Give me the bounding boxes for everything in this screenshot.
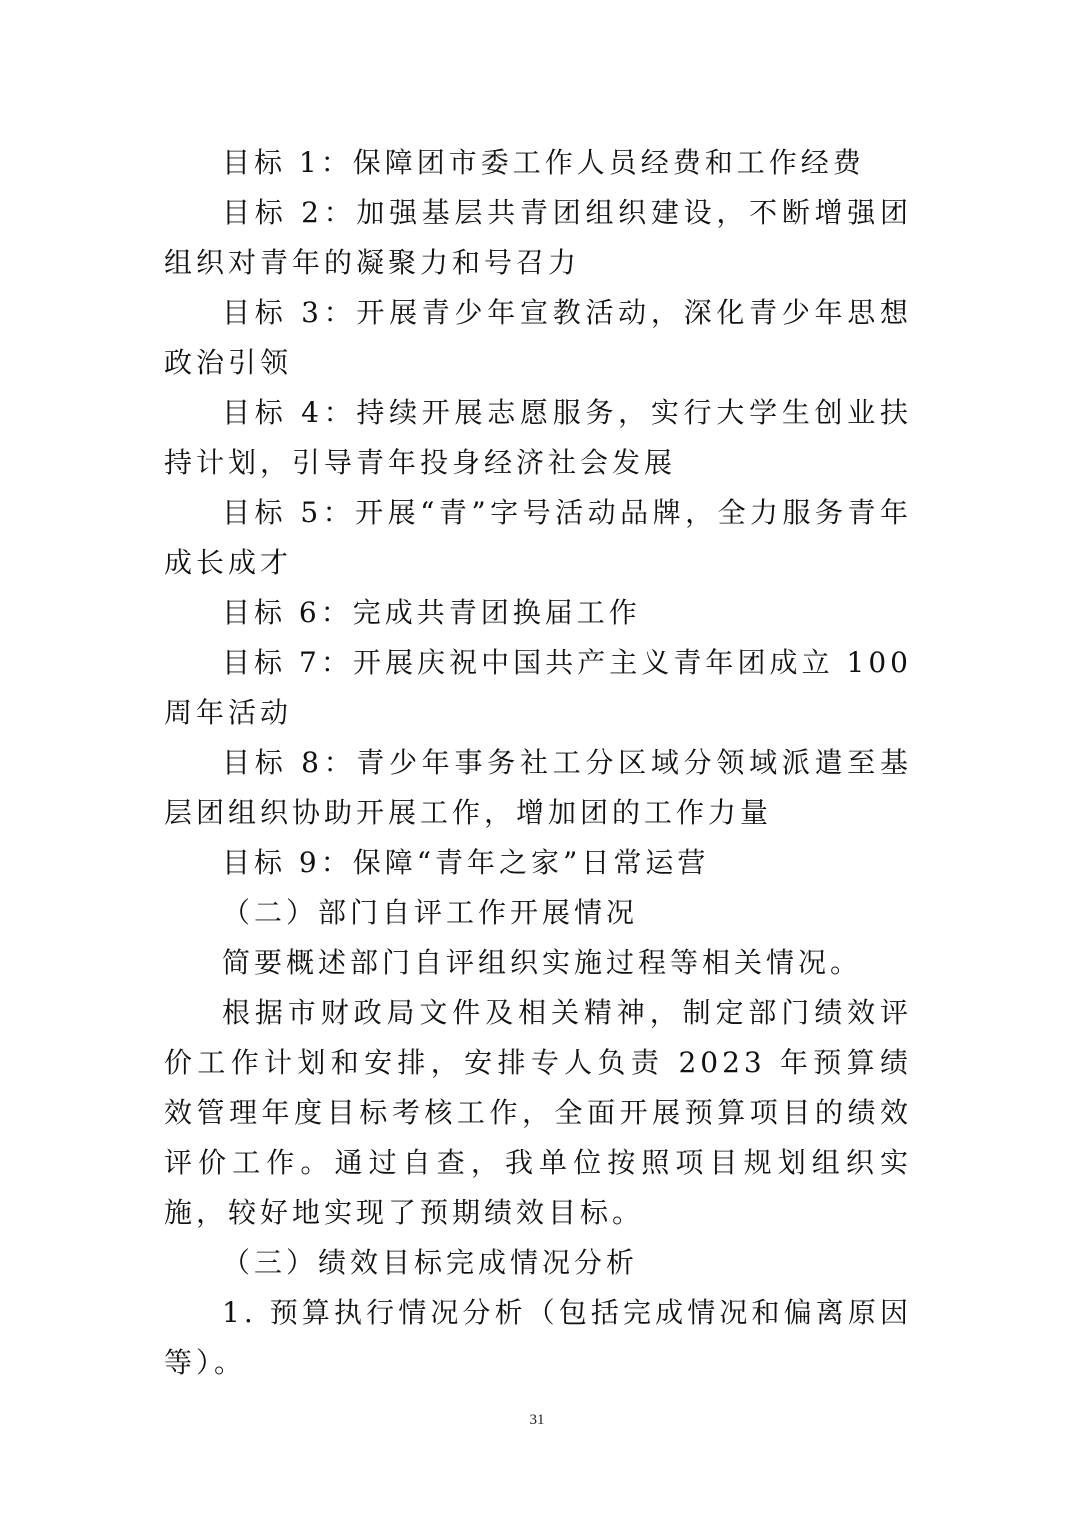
section-heading-goal-completion: （三）绩效目标完成情况分析 bbox=[222, 1246, 639, 1279]
goal-2-paragraph: 目标 2：加强基层共青团组织建设，不断增强团组织对青年的凝聚力和号召力 bbox=[164, 196, 912, 279]
goal-1-paragraph: 目标 1：保障团市委工作人员经费和工作经费 bbox=[222, 146, 865, 179]
self-evaluation-summary: 简要概述部门自评组织实施过程等相关情况。 bbox=[222, 946, 863, 979]
goal-9-paragraph: 目标 9：保障“青年之家”日常运营 bbox=[222, 846, 710, 879]
page-number: 31 bbox=[529, 1412, 545, 1428]
document-body bbox=[164, 138, 912, 1388]
goal-7-paragraph: 目标 7：开展庆祝中国共产主义青年团成立 100 周年活动 bbox=[164, 646, 912, 729]
goal-5-paragraph: 目标 5：开展“青”字号活动品牌，全力服务青年成长成才 bbox=[164, 496, 912, 579]
self-evaluation-detail: 根据市财政局文件及相关精神，制定部门绩效评价工作计划和安排，安排专人负责 2023 年预算绩效管理年度目标考核工作，全面开展预算项目的绩效评价工作。通过自查，我单位按照项目规划组织实施，较好地实现了预期绩效目标。 bbox=[164, 996, 912, 1229]
budget-execution-item: 1. 预算执行情况分析（包括完成情况和偏离原因等）。 bbox=[164, 1296, 912, 1379]
goal-4-paragraph: 目标 4：持续开展志愿服务，实行大学生创业扶持计划，引导青年投身经济社会发展 bbox=[164, 396, 912, 479]
goal-6-paragraph: 目标 6：完成共青团换届工作 bbox=[222, 596, 641, 629]
goal-8-paragraph: 目标 8：青少年事务社工分区域分领域派遣至基层团组织协助开展工作，增加团的工作力量 bbox=[164, 746, 912, 829]
goal-3-paragraph: 目标 3：开展青少年宣教活动，深化青少年思想政治引领 bbox=[164, 296, 912, 379]
section-heading-self-evaluation: （二）部门自评工作开展情况 bbox=[222, 896, 639, 929]
